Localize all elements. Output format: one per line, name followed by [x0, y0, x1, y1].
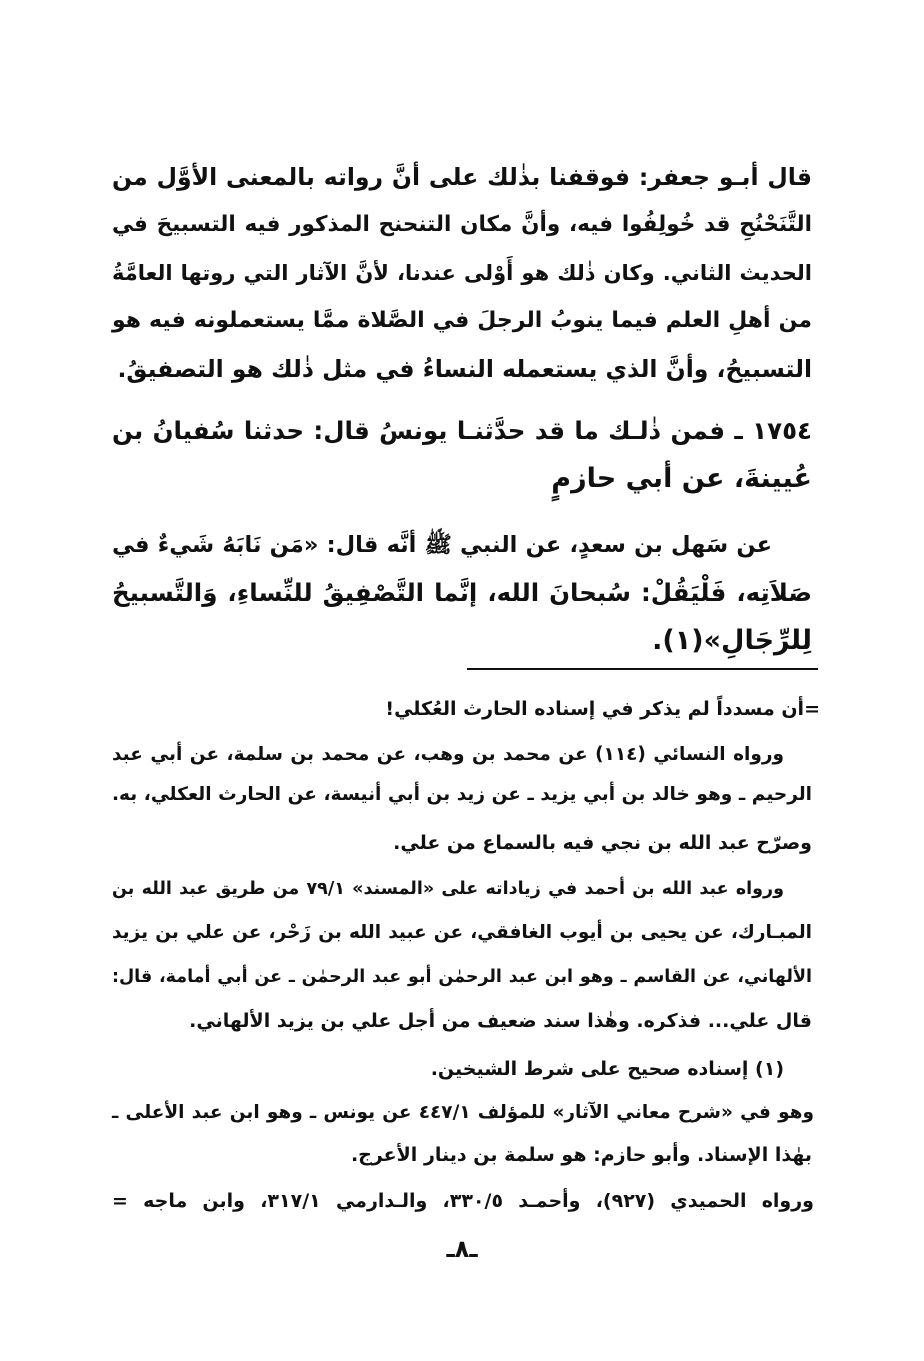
footnote-line: وهو في «شرح معاني الآثار» للمؤلف ٤٤٧/١ عن يونس ـ وهو ابن عبد الأعلى ـ [112, 1102, 814, 1123]
footnote-line: ورواه عبد الله بن أحمد في زياداته على «المسند» ٧٩/١ من طريق عبد الله بن [112, 879, 784, 899]
hadith-text-line: صَلاَتِه، فَلْيَقُلْ: سُبحانَ الله، إنَّما التَّصْفِيقُ للنِّساءِ، وَالتَّسبيحُ [112, 578, 812, 607]
footnote-line: الألهاني، عن القاسم ـ وهو ابن عبد الرحمٰن أبو عبد الرحمٰن ـ عن أبي أمامة، قال: [112, 967, 812, 987]
main-text-line: التسبيحُ، وأنَّ الذي يستعمله النساءُ في مثل ذٰلك هو التصفيقُ. [117, 355, 812, 383]
footnote-divider [467, 668, 818, 670]
main-text-line: الحديث الثاني. وكان ذٰلك هو أَوْلى عندنا، لأنَّ الآثار التي روتها العامَّةُ [112, 261, 812, 285]
main-text-line: من أهلِ العلم فيما ينوبُ الرجلَ في الصَّلاة ممَّا يستعملونه فيه هو [112, 308, 812, 333]
hadith-heading-line: عُيينةَ، عن أبي حازمٍ [551, 463, 812, 494]
footnote-line: المبـارك، عن يحيى بن أيوب الغافقي، عن عبيد الله بن زَحْر، عن علي بن يزيد [112, 922, 812, 943]
footnote-line: قال علي... فذكره. وهٰذا سند ضعيف من أجل علي بن يزيد الألهاني. [189, 1010, 812, 1032]
page-number: ـ٨ـ [446, 1235, 478, 1263]
footnote-line: الرحيم ـ وهو خالد بن أبي يزيد ـ عن زيد بن أبي أنيسة، عن الحارث العكلي، به. [112, 784, 812, 805]
footnote-continuation: =أن مسدداً لم يذكر في إسناده الحارث العُكلي! [385, 698, 820, 720]
hadith-heading-line: ١٧٥٤ ـ فمن ذٰلـك ما قد حدَّثنـا يونسُ قال: حدثنا سُفيانُ بن [112, 416, 812, 445]
main-text-line: التَّنَحْنُحِ قد خُولِفُوا فيه، وأنَّ مكان التنحنح المذكور فيه التسبيحَ في [112, 212, 812, 237]
hadith-text-line: عن سَهل بن سعدٍ، عن النبي ﷺ أنَّه قال: «مَن نَابَهُ شَيءٌ في [112, 532, 772, 558]
footnote-note-1: (١) إسناده صحيح على شرط الشيخين. [430, 1058, 784, 1080]
footnote-line: ورواه الحميدي (٩٢٧)، وأحمـد ٣٣٠/٥، والـدارمي ٣١٧/١، وابن ماجه = [112, 1190, 814, 1212]
footnote-line: وصرّح عبد الله بن نجي فيه بالسماع من علي. [393, 832, 812, 854]
main-text-line: قال أبـو جعفر: فوقفنا بذٰلك على أنَّ رواته بالمعنى الأوَّل من [112, 163, 812, 191]
footnote-line: بهٰذا الإسناد. وأبو حازم: هو سلمة بن دينار الأعرج. [350, 1144, 812, 1166]
hadith-text-line: لِلرِّجَالِ»(١). [652, 625, 812, 656]
footnote-line: ورواه النسائي (١١٤) عن محمد بن وهب، عن محمد بن سلمة، عن أبي عبد [112, 744, 784, 765]
